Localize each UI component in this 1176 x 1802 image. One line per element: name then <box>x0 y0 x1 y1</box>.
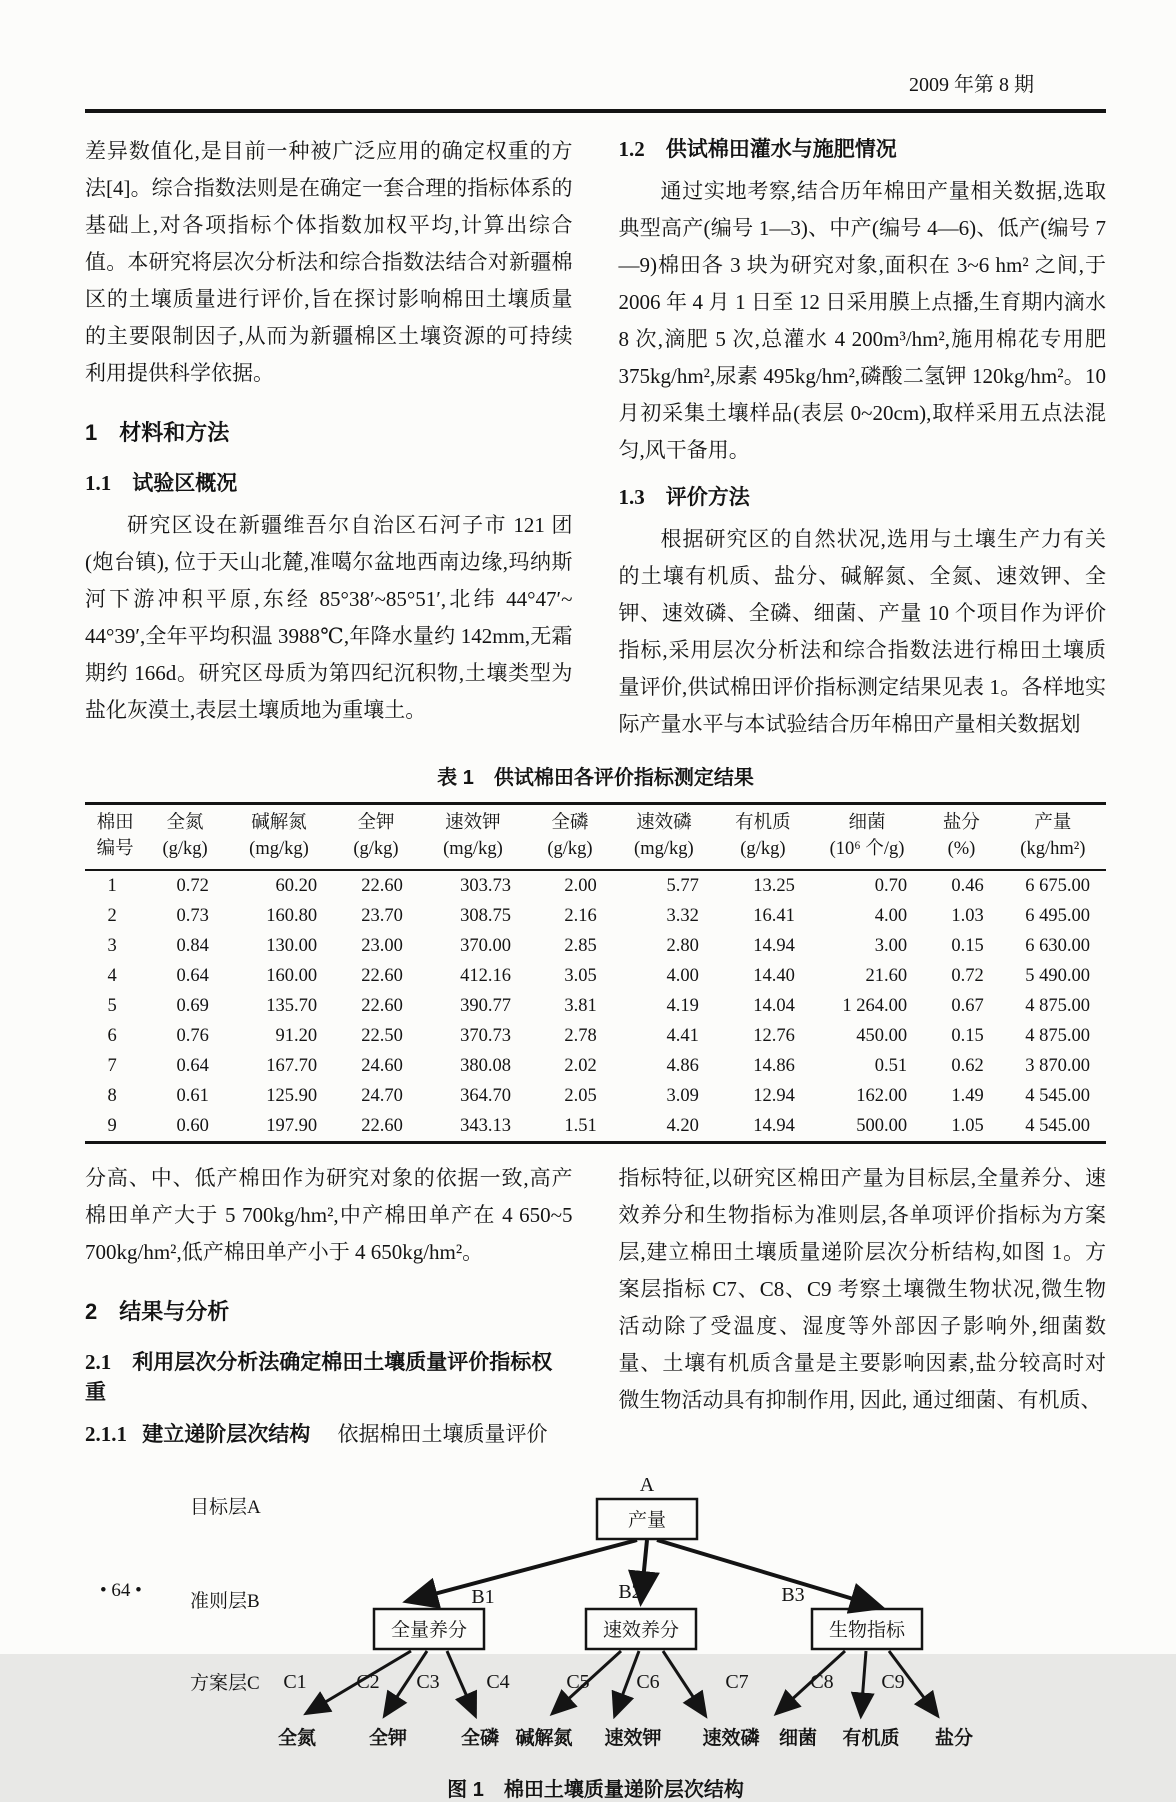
alt-label-c5: 速效钾 <box>604 1728 662 1749</box>
subsection-heading-1-2: 1.2 供试棉田灌水与施肥情况 <box>618 137 897 161</box>
table-cell: 1 264.00 <box>842 995 908 1016</box>
table-cell: 0.62 <box>951 1055 984 1076</box>
column-name: 棉田 <box>96 813 134 833</box>
alt-label-c6: 速效磷 <box>702 1728 760 1749</box>
table-cell: 5.77 <box>666 875 699 896</box>
table-cell: 4.19 <box>666 995 699 1016</box>
subsection-heading-2-1: 2.1 利用层次分析法确定棉田土壤质量评价指标权重 <box>85 1350 553 1404</box>
table-row <box>85 961 1106 991</box>
alt-label-c7: 细菌 <box>778 1728 818 1749</box>
alt-code-c9: C9 <box>881 1671 905 1693</box>
alt-code-c2: C2 <box>356 1671 380 1693</box>
header-rule <box>85 109 1106 113</box>
subsection-title: 建立递阶层次结构 <box>142 1422 311 1446</box>
table-row <box>85 901 1106 931</box>
table-cell: 370.73 <box>460 1025 512 1046</box>
table-cell: 7 <box>107 1055 117 1076</box>
table-cell: 160.00 <box>266 965 318 986</box>
table-row <box>85 991 1106 1021</box>
table-cell: 5 490.00 <box>1025 965 1090 986</box>
table-cell: 0.84 <box>176 935 209 956</box>
table-cell: 2 <box>107 905 117 926</box>
column-name: 速效钾 <box>445 813 501 833</box>
arrow-a-b3 <box>657 1540 880 1607</box>
table-cell: 303.73 <box>460 875 512 896</box>
table-cell: 14.94 <box>753 1115 795 1136</box>
subsection-number: 2.1.1 <box>85 1422 127 1446</box>
paragraph-hierarchy-description: 指标特征,以研究区棉田产量为目标层,全量养分、速效养分和生物指标为准则层,各单项评价指标为方案层,建立棉田土壤质量递阶层次分析结构,如图 1。方案层指标 C7、C8、C9 考察土壤微生物状况,微生物活动除了受温度、湿度等外部因子影响外,细菌数量、土壤有机质含量是主要影响因素,盐分较高时对微生物活动具有抑制作用, 因此, 通过细菌、有机质、 <box>618 1166 1106 1412</box>
criteria-label-b2: 速效养分 <box>602 1620 680 1641</box>
criteria-label-b1: 全量养分 <box>390 1620 468 1641</box>
table-cell: 0.46 <box>951 875 984 896</box>
table-cell: 14.86 <box>753 1055 795 1076</box>
column-unit: (10⁶ 个/g) <box>829 839 905 859</box>
column-name: 全钾 <box>357 813 395 833</box>
table-cell: 5 <box>107 995 117 1016</box>
column-unit: (mg/kg) <box>443 839 503 859</box>
bottom-columns <box>85 1160 1106 1453</box>
column-name: 有机质 <box>735 813 791 833</box>
page-number: • 64 • <box>100 1580 142 1601</box>
table-cell: 3.81 <box>564 995 597 1016</box>
arrow-b2-c6 <box>663 1651 705 1715</box>
column-unit: (g/kg) <box>547 839 593 859</box>
table-header-row <box>85 804 1106 871</box>
alt-code-c5: C5 <box>566 1671 590 1693</box>
paragraph-yield-classes: 分高、中、低产棉田作为研究对象的依据一致,高产棉田单产大于 5 700kg/hm²,中产棉田单产在 4 650~5 700kg/hm²,低产棉田单产小于 4 650kg/hm²。 <box>85 1166 573 1264</box>
left-column-bottom <box>85 1160 573 1453</box>
table-cell: 0.64 <box>176 965 209 986</box>
top-columns <box>85 133 1106 743</box>
table-cell: 343.13 <box>460 1115 512 1136</box>
table-row <box>85 1051 1106 1081</box>
table-row <box>85 931 1106 961</box>
alt-code-c8: C8 <box>810 1671 834 1693</box>
table-cell: 500.00 <box>856 1115 908 1136</box>
table-cell: 135.70 <box>266 995 318 1016</box>
table-cell: 1 <box>107 875 117 896</box>
table-row <box>85 1111 1106 1143</box>
subsection-heading-1-1: 1.1 试验区概况 <box>85 471 238 495</box>
table-cell: 160.80 <box>266 905 318 926</box>
table-cell: 22.60 <box>361 875 403 896</box>
column-name: 全磷 <box>551 813 589 833</box>
paragraph-intro: 差异数值化,是目前一种被广泛应用的确定权重的方法[4]。综合指数法则是在确定一套合理的指标体系的基础上,对各项指标个体指数加权平均,计算出综合值。本研究将层次分析法和综合指数法结合对新疆棉区的土壤质量进行评价,旨在探讨影响棉田土壤质量的主要限制因子,从而为新疆棉区土壤资源的可持续利用提供科学依据。 <box>85 139 573 385</box>
table-cell: 3 870.00 <box>1025 1055 1090 1076</box>
paragraph-evaluation-method: 根据研究区的自然状况,选用与土壤生产力有关的土壤有机质、盐分、碱解氮、全氮、速效钾、全钾、速效磷、全磷、细菌、产量 10 个项目作为评价指标,采用层次分析法和综合指数法进行棉田土壤质量评价,供试棉田评价指标测定结果见表 1。各样地实际产量水平与本试验结合历年棉田产量相关数据划 <box>618 527 1106 736</box>
table-cell: 1.49 <box>951 1085 984 1106</box>
column-unit: (g/kg) <box>740 839 786 859</box>
table-cell: 162.00 <box>856 1085 908 1106</box>
paragraph-study-area: 研究区设在新疆维吾尔自治区石河子市 121 团(炮台镇), 位于天山北麓,准噶尔盆地西南边缘,玛纳斯河下游冲积平原,东经 85°38′~85°51′,北纬 44°47′~ 44°39′,全年平均积温 3988℃,年降水量约 142mm,无霜期约 166d。研究区母质为第四纪沉积物,土壤类型为盐化灰漠土,表层土壤质地为重壤土。 <box>85 513 573 722</box>
table-cell: 22.50 <box>361 1025 403 1046</box>
table-cell: 22.60 <box>361 995 403 1016</box>
table-header-cell <box>527 804 613 871</box>
table-header-cell <box>811 804 923 871</box>
table-cell: 6 630.00 <box>1025 935 1090 956</box>
table-cell: 24.70 <box>361 1085 403 1106</box>
table-cell: 450.00 <box>856 1025 908 1046</box>
table-header-cell <box>225 804 333 871</box>
table-cell: 9 <box>107 1115 117 1136</box>
table-cell: 4.20 <box>666 1115 699 1136</box>
table-cell: 370.00 <box>460 935 512 956</box>
alt-code-c6: C6 <box>636 1671 660 1693</box>
page-header <box>85 68 1106 97</box>
figure-caption: 图 1 棉田土壤质量递阶层次结构 <box>447 1779 744 1801</box>
right-column-bottom <box>619 1160 1107 1453</box>
column-unit: (g/kg) <box>353 839 399 859</box>
alt-label-c8: 有机质 <box>842 1728 900 1749</box>
layer-label-goal: 目标层A <box>190 1497 261 1518</box>
table-cell: 6 495.00 <box>1025 905 1090 926</box>
results-table <box>85 802 1106 1144</box>
table-cell: 1.03 <box>951 905 984 926</box>
table-cell: 364.70 <box>460 1085 512 1106</box>
table-cell: 16.41 <box>753 905 795 926</box>
column-name: 产量 <box>1034 813 1072 833</box>
table-cell: 3.32 <box>666 905 699 926</box>
arrow-b3-c8 <box>861 1651 866 1715</box>
subsection-heading-2-1-1 <box>85 1416 573 1453</box>
paragraph-irrigation: 通过实地考察,结合历年棉田产量相关数据,选取典型高产(编号 1—3)、中产(编号 4—6)、低产(编号 7—9)棉田各 3 块为研究对象,面积在 3~6 hm² 之间,于 2006 年 4 月 1 日至 12 日采用膜上点播,生育期内滴水 8 次,滴肥 5 次,总灌水 4 200m³/hm²,施用棉花专用肥 375kg/hm²,尿素 495kg/hm²,磷酸二氢钾 120kg/hm²。10 月初采集土壤样品(表层 0~20cm),取样采用五点法混匀,风干备用。 <box>618 179 1106 462</box>
column-name: 碱解氮 <box>251 813 307 833</box>
table-cell: 0.73 <box>176 905 209 926</box>
table-header-cell <box>419 804 527 871</box>
alt-code-c3: C3 <box>416 1671 440 1693</box>
table-1-block <box>85 761 1106 1144</box>
table-cell: 380.08 <box>460 1055 512 1076</box>
alt-code-c7: C7 <box>725 1671 749 1693</box>
alt-label-c9: 盐分 <box>934 1728 974 1749</box>
table-cell: 13.25 <box>753 875 795 896</box>
alt-label-c3: 全磷 <box>460 1728 500 1749</box>
table-cell: 3.09 <box>666 1085 699 1106</box>
table-header-cell <box>715 804 811 871</box>
column-unit: (g/kg) <box>162 839 208 859</box>
table-cell: 3.05 <box>564 965 597 986</box>
alt-label-c1: 全氮 <box>277 1728 317 1749</box>
table-cell: 4.41 <box>666 1025 699 1046</box>
table-cell: 4.86 <box>666 1055 699 1076</box>
table-cell: 14.04 <box>753 995 795 1016</box>
table-header-cell <box>145 804 225 871</box>
table-cell: 21.60 <box>865 965 908 986</box>
table-row <box>85 1021 1106 1051</box>
table-cell: 308.75 <box>460 905 512 926</box>
section-heading-1: 1 材料和方法 <box>85 420 230 445</box>
alt-code-c4: C4 <box>486 1671 510 1693</box>
table-cell: 2.78 <box>564 1025 597 1046</box>
table-cell: 24.60 <box>361 1055 403 1076</box>
table-header-cell <box>1000 804 1106 871</box>
table-cell: 14.40 <box>753 965 795 986</box>
table-cell: 2.02 <box>564 1055 597 1076</box>
table-cell: 4 875.00 <box>1025 1025 1090 1046</box>
section-heading-2: 2 结果与分析 <box>85 1299 230 1324</box>
goal-label: 产量 <box>627 1510 667 1531</box>
column-unit: (mg/kg) <box>634 839 694 859</box>
arrow-a-b2 <box>641 1540 647 1601</box>
table-cell: 130.00 <box>266 935 318 956</box>
table-cell: 2.16 <box>564 905 597 926</box>
column-unit: (kg/hm²) <box>1020 839 1086 859</box>
table-cell: 197.90 <box>266 1115 318 1136</box>
alt-label-c4: 碱解氮 <box>515 1728 573 1749</box>
figure-1-hierarchy-diagram <box>85 1467 1106 1802</box>
table-cell: 412.16 <box>460 965 512 986</box>
table-cell: 0.60 <box>176 1115 209 1136</box>
table-cell: 22.60 <box>361 965 403 986</box>
column-unit: (mg/kg) <box>249 839 309 859</box>
column-unit: (%) <box>947 839 976 859</box>
column-name: 速效磷 <box>636 813 692 833</box>
journal-issue: 2009 年第 8 期 <box>909 74 1034 96</box>
table-cell: 125.90 <box>266 1085 318 1106</box>
layer-label-alternatives: 方案层C <box>190 1673 260 1694</box>
table-cell: 3.00 <box>874 935 908 956</box>
column-name: 细菌 <box>848 813 886 833</box>
table-cell: 23.00 <box>361 935 403 956</box>
table-cell: 2.05 <box>564 1085 597 1106</box>
criteria-label-b3: 生物指标 <box>828 1620 906 1641</box>
table-body <box>85 870 1106 1143</box>
hierarchy-svg <box>85 1467 1106 1763</box>
table-cell: 6 675.00 <box>1025 875 1090 896</box>
table-cell: 23.70 <box>361 905 403 926</box>
criteria-code-b2: B2 <box>618 1581 642 1603</box>
layer-label-criteria: 准则层B <box>190 1591 260 1612</box>
right-column-top <box>619 133 1107 743</box>
table-row <box>85 870 1106 901</box>
goal-code: A <box>639 1474 655 1496</box>
table-cell: 0.15 <box>951 935 984 956</box>
table-header-cell <box>613 804 715 871</box>
table-cell: 167.70 <box>266 1055 318 1076</box>
table-cell: 2.85 <box>564 935 597 956</box>
table-head <box>85 804 1106 871</box>
criteria-code-b1: B1 <box>471 1586 495 1608</box>
table-cell: 0.61 <box>176 1085 209 1106</box>
table-cell: 91.20 <box>275 1025 318 1046</box>
table-cell: 0.64 <box>176 1055 209 1076</box>
table-header-cell <box>85 804 145 871</box>
table-cell: 0.76 <box>176 1025 209 1046</box>
column-name: 全氮 <box>166 813 204 833</box>
table-cell: 4 545.00 <box>1025 1115 1090 1136</box>
left-column-top <box>85 133 573 743</box>
subsection-trailing-text: 依据棉田土壤质量评价 <box>337 1422 548 1446</box>
table-cell: 60.20 <box>275 875 318 896</box>
arrow-a-b1 <box>408 1540 637 1601</box>
table-cell: 0.51 <box>874 1055 908 1076</box>
table-cell: 4 <box>107 965 117 986</box>
table-cell: 1.05 <box>951 1115 984 1136</box>
table-cell: 0.15 <box>951 1025 984 1046</box>
table-cell: 12.94 <box>753 1085 795 1106</box>
table-cell: 22.60 <box>361 1115 403 1136</box>
table-title: 表 1 供试棉田各评价指标测定结果 <box>437 767 754 789</box>
table-cell: 1.51 <box>564 1115 597 1136</box>
subsection-heading-1-3: 1.3 评价方法 <box>618 485 750 509</box>
alt-label-c2: 全钾 <box>368 1728 408 1749</box>
table-cell: 0.72 <box>951 965 984 986</box>
table-header-cell <box>333 804 419 871</box>
arrow-b1-c3 <box>447 1651 475 1715</box>
table-cell: 14.94 <box>753 935 795 956</box>
table-cell: 390.77 <box>460 995 512 1016</box>
table-cell: 8 <box>107 1085 117 1106</box>
table-cell: 4.00 <box>874 905 908 926</box>
table-cell: 0.67 <box>951 995 984 1016</box>
table-cell: 12.76 <box>753 1025 795 1046</box>
table-cell: 2.00 <box>564 875 597 896</box>
column-name: 盐分 <box>942 813 980 833</box>
table-cell: 4 875.00 <box>1025 995 1090 1016</box>
table-cell: 2.80 <box>666 935 699 956</box>
column-unit: 编号 <box>96 839 134 859</box>
table-cell: 0.72 <box>176 875 209 896</box>
criteria-code-b3: B3 <box>781 1584 805 1606</box>
table-cell: 4 545.00 <box>1025 1085 1090 1106</box>
table-cell: 4.00 <box>666 965 699 986</box>
table-cell: 3 <box>107 935 117 956</box>
table-row <box>85 1081 1106 1111</box>
table-header-cell <box>923 804 1000 871</box>
table-cell: 0.69 <box>176 995 209 1016</box>
alt-code-c1: C1 <box>283 1671 307 1693</box>
table-cell: 0.70 <box>874 875 908 896</box>
table-cell: 6 <box>107 1025 117 1046</box>
